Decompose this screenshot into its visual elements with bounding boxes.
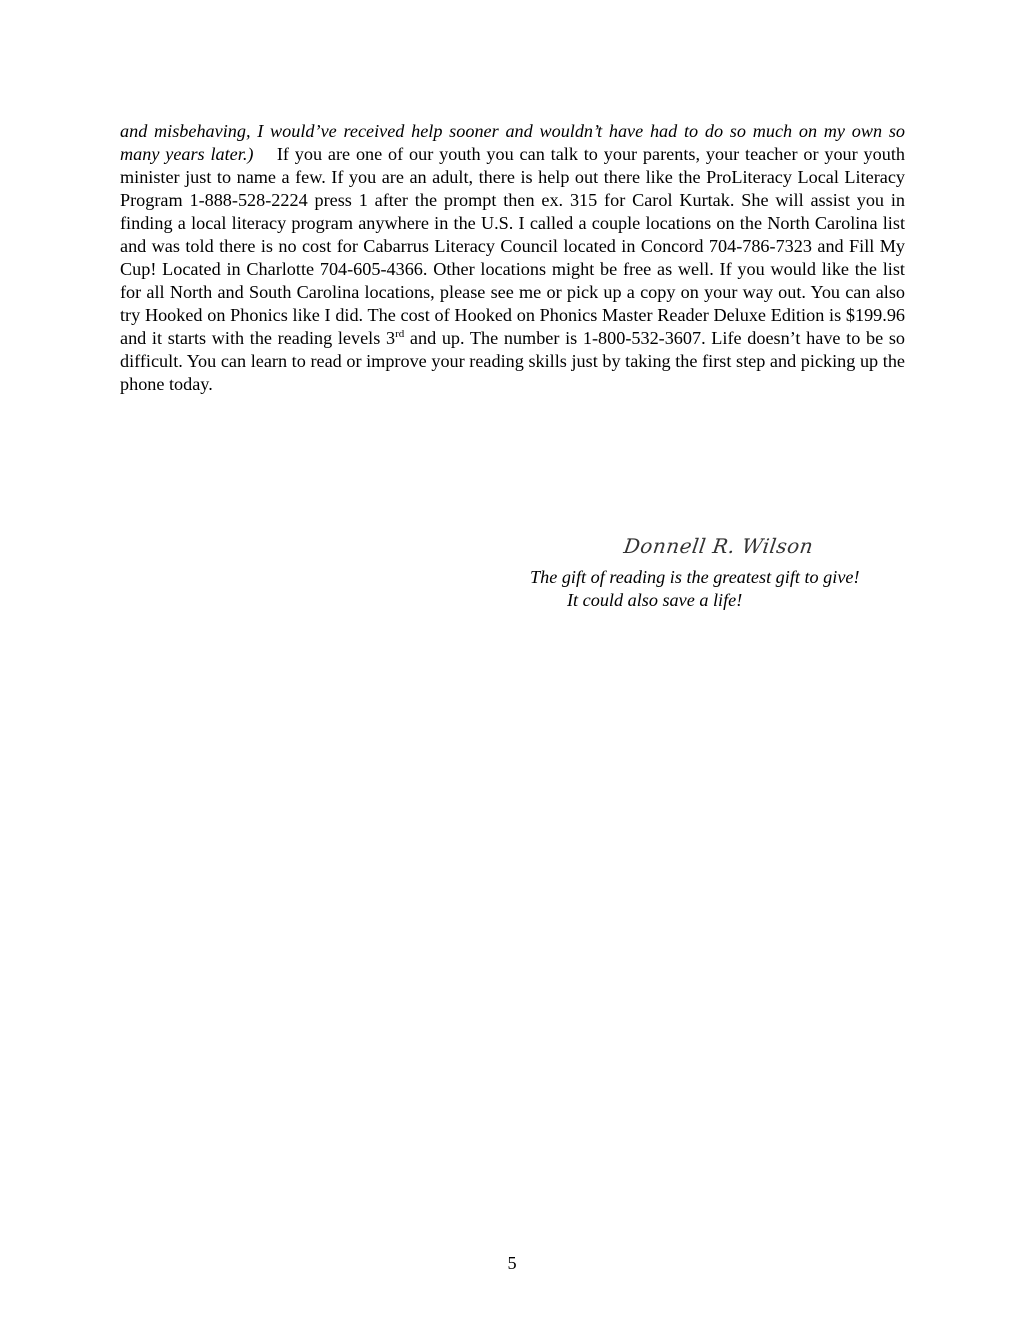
body-paragraph — [120, 120, 905, 396]
closing-quote-line-2: It could also save a life! — [567, 590, 743, 610]
italic-lead-text: and misbehaving, I would’ve received help sooner and wouldn’t have had to do so much on my own so many years later.) — [120, 121, 905, 164]
paragraph-text-part-1: If you are one of our youth you can talk to your parents, your teacher or your youth minister just to name a few. If you are an adult, there is help out there like the ProLiteracy Local Literacy Program 1-888-528-2224 press 1 after the prompt then ex. 315 for Carol Kurtak. She will assist you in finding a local literacy program anywhere in the U.S. I called a couple locations on the North Carolina list and was told there is no cost for Cabarrus Literacy Council located in Concord 704-786-7323 and Fill My Cup! Located in Charlotte 704-605-4366. Other locations might be free as well. If you would like the list for all North and South Carolina locations, please see me or pick up a copy on your way out. You can also try Hooked on Phonics like I did. The cost of Hooked on Phonics Master Reader Deluxe Edition is $199.96 and it starts with the reading levels 3 — [120, 144, 905, 348]
ordinal-superscript: rd — [395, 327, 405, 340]
paragraph-text-part-2: and up. The number is 1-800-532-3607. Life doesn’t have to be so difficult. You can learn to read or improve your reading skills just by taking the first step and picking up the phone today. — [120, 328, 905, 394]
handwritten-signature: Donnell R. Wilson — [622, 534, 815, 558]
closing-quote-line-1: The gift of reading is the greatest gift to give! — [530, 567, 860, 587]
page-number: 5 — [507, 1253, 517, 1273]
